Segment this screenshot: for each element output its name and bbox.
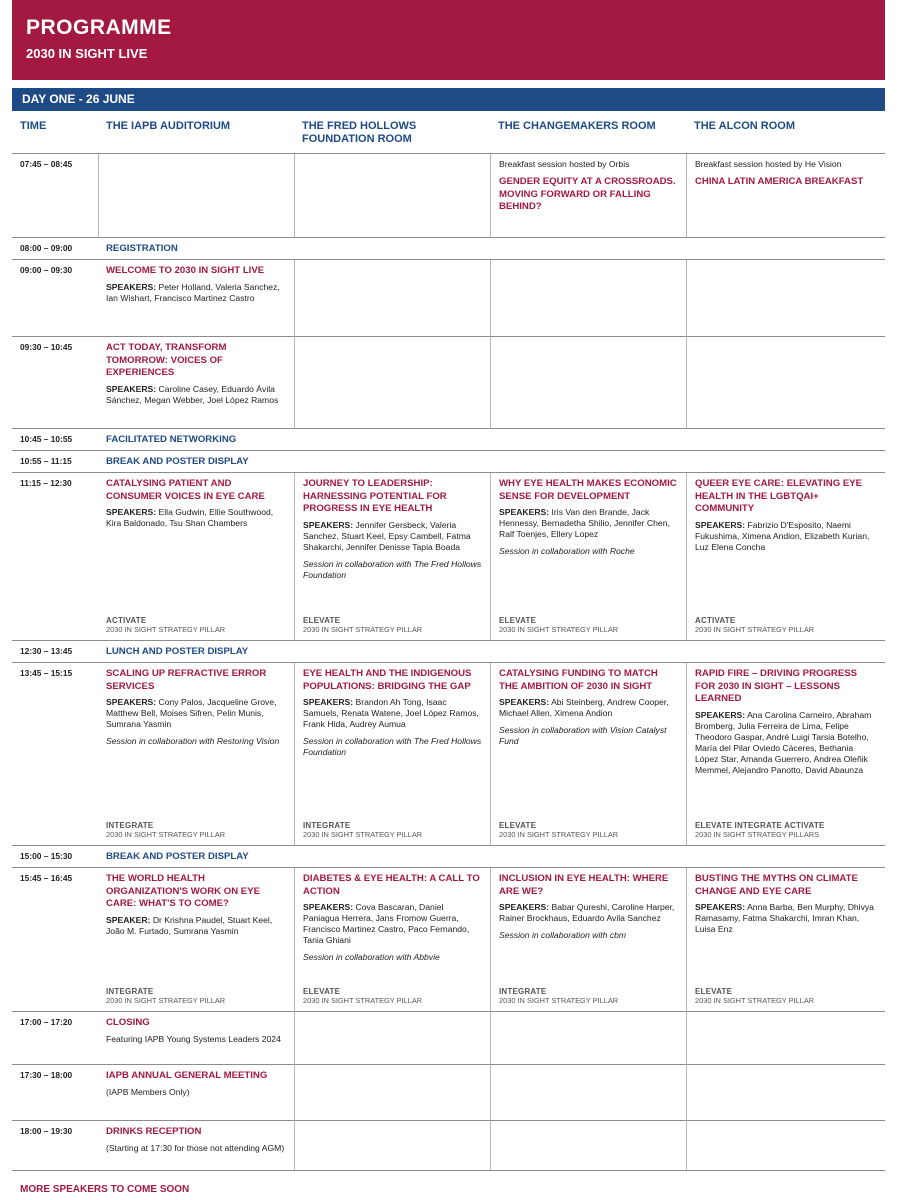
strategy-pillar: ELEVATE 2030 IN SIGHT STRATEGY PILLAR	[695, 987, 815, 1005]
time-cell: 18:00 – 19:30	[12, 1121, 98, 1171]
session-cell	[686, 868, 885, 1012]
session-collaboration: Session in collaboration with cbm	[499, 930, 627, 940]
plenary-label: BREAK AND POSTER DISPLAY	[98, 451, 885, 473]
strategy-pillar: ACTIVATE 2030 IN SIGHT STRATEGY PILLAR	[106, 616, 226, 634]
session-cell	[686, 154, 885, 238]
session-title: WHY EYE HEALTH MAKES ECONOMIC SENSE FOR DEVELOPMENT	[499, 478, 677, 502]
session-speakers: SPEAKERS: Peter Holland, Valeria Sanchez, Ian Wishart, Francisco Martinez Castro	[106, 281, 280, 303]
session-collaboration: Session in collaboration with The Fred Hollows Foundation	[303, 558, 482, 580]
empty-cell	[294, 1065, 490, 1121]
session-title: CATALYSING FUNDING TO MATCH THE AMBITION OF 2030 IN SIGHT	[499, 668, 658, 692]
session-cell	[490, 868, 686, 1012]
session-title: RAPID FIRE – DRIVING PROGRESS FOR 2030 IN SIGHT – LESSONS LEARNED	[695, 668, 858, 704]
session-title: WELCOME TO 2030 IN SIGHT LIVE	[106, 265, 265, 276]
empty-cell	[686, 1121, 885, 1171]
time-cell: 13:45 – 15:15	[12, 663, 98, 846]
time-cell: 09:00 – 09:30	[12, 260, 98, 337]
session-collaboration: Session in collaboration with Restoring Vision	[106, 736, 280, 746]
session-speakers: SPEAKERS: Caroline Casey, Eduardo Ávila Sánchez, Megan Webber, Joel López Ramos	[106, 383, 279, 405]
session-cell	[686, 663, 885, 846]
session-title: GENDER EQUITY AT A CROSSROADS. MOVING FORWARD OR FALLING BEHIND?	[499, 176, 676, 212]
time-cell: 09:30 – 10:45	[12, 337, 98, 429]
col-header-iapb: THE IAPB AUDITORIUM	[98, 111, 294, 154]
session-speakers: SPEAKERS: Brandon Ah Tong, Isaac Samuels, Renata Watene, Joel López Ramos, Frank Hida, Audrey Aumua	[303, 697, 479, 729]
empty-cell	[490, 337, 686, 429]
empty-cell	[490, 1012, 686, 1065]
session-speakers: SPEAKERS: Ella Gudwin, Ellie Southwood, Kira Baldonado, Tsu Shan Chambers	[106, 507, 274, 528]
col-header-changemakers: THE CHANGEMAKERS ROOM	[490, 111, 686, 154]
empty-cell	[294, 1012, 490, 1065]
session-cell	[490, 154, 686, 238]
empty-cell	[490, 260, 686, 337]
time-cell: 12:30 – 13:45	[12, 641, 98, 663]
session-speakers: SPEAKERS: Ana Carolina Carneiro, Abraham Bromberg, Julia Ferreira de Lima, Felipe Theodoro Gaspar, André Luigi Tarsia Botelho, María del Pilar Oviedo Cáceres, Bethania López Star, Amanda Guerrero, Andrea Oleñik Memmel, Alejandro Panotto, David Abaunza	[695, 709, 872, 775]
col-header-time: TIME	[12, 111, 98, 154]
session-speakers: SPEAKERS: Cova Bascaran, Daniel Paniagua Herrera, Jans Fromow Guerra, Francisco Martinez Castro, Paco Fernando, Tania Ghiani	[303, 902, 470, 945]
time-cell: 10:45 – 10:55	[12, 429, 98, 451]
footer-note: MORE SPEAKERS TO COME SOON	[20, 1184, 190, 1195]
session-title: ACT TODAY, TRANSFORM TOMORROW: VOICES OF EXPERIENCES	[106, 342, 227, 378]
strategy-pillar: ELEVATE 2030 IN SIGHT STRATEGY PILLAR	[303, 987, 423, 1005]
plenary-label: FACILITATED NETWORKING	[98, 429, 885, 451]
session-cell	[98, 260, 294, 337]
session-cell	[98, 663, 294, 846]
session-title: CHINA LATIN AMERICA BREAKFAST	[695, 176, 864, 187]
time-cell: 10:55 – 11:15	[12, 451, 98, 473]
session-cell	[490, 663, 686, 846]
session-speakers: SPEAKERS: Iris Van den Brande, Jack Hennessy, Bernadetha Shilio, Jennifer Chen, Ralf Toenjes, Ellery Lopez	[499, 507, 670, 539]
session-title: IAPB ANNUAL GENERAL MEETING	[106, 1070, 268, 1081]
empty-cell	[98, 154, 294, 238]
session-cell	[98, 337, 294, 429]
empty-cell	[686, 260, 885, 337]
session-speakers: SPEAKERS: Jennifer Gersbeck, Valeria Sanchez, Stuart Keel, Epsy Cambell, Fatma Shakarchi, Jennifer Denisse Tapia Boada	[303, 519, 471, 552]
session-title: BUSTING THE MYTHS ON CLIMATE CHANGE AND EYE CARE	[695, 873, 858, 897]
empty-cell	[294, 1121, 490, 1171]
schedule-grid	[12, 111, 885, 1171]
session-speakers: SPEAKER: Dr Krishna Paudel, Stuart Keel, João M. Furtado, Sumrana Yasmin	[106, 914, 273, 936]
session-collaboration: Session in collaboration with Roche	[499, 546, 635, 556]
session-cell	[294, 473, 490, 641]
time-cell: 11:15 – 12:30	[12, 473, 98, 641]
session-title: JOURNEY TO LEADERSHIP: HARNESSING POTENTIAL FOR PROGRESS IN EYE HEALTH	[303, 478, 447, 514]
session-collaboration: Session in collaboration with Abbvie	[303, 952, 440, 962]
col-header-fred: THE FRED HOLLOWS FOUNDATION ROOM	[294, 111, 490, 154]
session-cell	[490, 473, 686, 641]
strategy-pillar: INTEGRATE 2030 IN SIGHT STRATEGY PILLAR	[303, 821, 423, 839]
strategy-pillar: ELEVATE 2030 IN SIGHT STRATEGY PILLAR	[303, 616, 423, 634]
page-title: PROGRAMME	[26, 16, 172, 39]
session-cell	[98, 868, 294, 1012]
session-speakers: SPEAKERS: Babar Qureshi, Caroline Harper, Rainer Brockhaus, Eduardo Avila Sanchez	[499, 902, 675, 923]
empty-cell	[686, 337, 885, 429]
empty-cell	[294, 260, 490, 337]
time-cell: 17:00 – 17:20	[12, 1012, 98, 1065]
strategy-pillar: ELEVATE 2030 IN SIGHT STRATEGY PILLAR	[499, 616, 619, 634]
time-cell: 08:00 – 09:00	[12, 238, 98, 260]
strategy-pillar: ELEVATE 2030 IN SIGHT STRATEGY PILLAR	[499, 821, 619, 839]
session-cell	[686, 473, 885, 641]
col-header-alcon: THE ALCON ROOM	[686, 111, 885, 154]
session-title: QUEER EYE CARE: ELEVATING EYE HEALTH IN THE LGBTQAI+ COMMUNITY	[695, 478, 863, 514]
page-subtitle: 2030 IN SIGHT LIVE	[26, 46, 148, 61]
strategy-pillar: INTEGRATE 2030 IN SIGHT STRATEGY PILLAR	[499, 987, 619, 1005]
session-note: Breakfast session hosted by Orbis	[499, 159, 630, 169]
session-collaboration: Session in collaboration with Vision Catalyst Fund	[499, 725, 667, 746]
plenary-label: REGISTRATION	[98, 238, 885, 260]
session-speakers: SPEAKERS: Cony Palos, Jacqueline Grove, Matthew Bell, Moises Sifren, Pelin Munis, Sumrana Yasmin	[106, 697, 277, 729]
session-cell	[294, 663, 490, 846]
session-cell	[98, 473, 294, 641]
empty-cell	[490, 1121, 686, 1171]
time-cell: 07:45 – 08:45	[12, 154, 98, 238]
session-title: DIABETES & EYE HEALTH: A CALL TO ACTION	[303, 873, 480, 897]
empty-cell	[686, 1065, 885, 1121]
strategy-pillar: INTEGRATE 2030 IN SIGHT STRATEGY PILLAR	[106, 987, 226, 1005]
strategy-pillar: ELEVATE INTEGRATE ACTIVATE 2030 IN SIGHT STRATEGY PILLARS	[695, 821, 825, 839]
session-collaboration: Session in collaboration with The Fred Hollows Foundation	[303, 736, 482, 757]
session-title: SCALING UP REFRACTIVE ERROR SERVICES	[106, 668, 267, 692]
empty-cell	[294, 337, 490, 429]
session-title: DRINKS RECEPTION	[106, 1126, 202, 1137]
session-speakers: SPEAKERS: Abi Steinberg, Andrew Cooper, Michael Allen, Ximena Andion	[499, 697, 669, 718]
day-heading: DAY ONE - 26 JUNE	[12, 88, 885, 111]
session-cell	[98, 1065, 294, 1121]
session-title: INCLUSION IN EYE HEALTH: WHERE ARE WE?	[499, 873, 669, 897]
session-title: EYE HEALTH AND THE INDIGENOUS POPULATIONS: BRIDGING THE GAP	[303, 668, 472, 692]
session-title: THE WORLD HEALTH ORGANIZATION'S WORK ON EYE CARE: WHAT'S TO COME?	[106, 873, 261, 909]
session-cell	[98, 1012, 294, 1065]
session-speakers: SPEAKERS: Fabrizio D'Esposito, Naemi Fukushima, Ximena Andion, Elizabeth Kurian, Luz Elena Concha	[695, 519, 870, 552]
session-title: CLOSING	[106, 1017, 150, 1028]
session-description: (Starting at 17:30 for those not attending AGM)	[106, 1142, 285, 1153]
session-title: CATALYSING PATIENT AND CONSUMER VOICES IN EYE CARE	[106, 478, 265, 502]
session-cell	[294, 868, 490, 1012]
strategy-pillar: ACTIVATE 2030 IN SIGHT STRATEGY PILLAR	[695, 616, 815, 634]
time-cell: 15:45 – 16:45	[12, 868, 98, 1012]
programme-header	[12, 0, 885, 80]
session-cell	[98, 1121, 294, 1171]
plenary-label: BREAK AND POSTER DISPLAY	[98, 846, 885, 868]
session-note: Breakfast session hosted by He Vision	[695, 159, 842, 169]
session-description: (IAPB Members Only)	[106, 1086, 190, 1097]
empty-cell	[490, 1065, 686, 1121]
plenary-label: LUNCH AND POSTER DISPLAY	[98, 641, 885, 663]
empty-cell	[686, 1012, 885, 1065]
session-description: Featuring IAPB Young Systems Leaders 2024	[106, 1033, 281, 1044]
strategy-pillar: INTEGRATE 2030 IN SIGHT STRATEGY PILLAR	[106, 821, 226, 839]
empty-cell	[294, 154, 490, 238]
time-cell: 15:00 – 15:30	[12, 846, 98, 868]
session-speakers: SPEAKERS: Anna Barba, Ben Murphy, Dhivya Ramasamy, Fatma Shakarchi, Imran Khan, Luisa Enz	[695, 902, 874, 934]
time-cell: 17:30 – 18:00	[12, 1065, 98, 1121]
